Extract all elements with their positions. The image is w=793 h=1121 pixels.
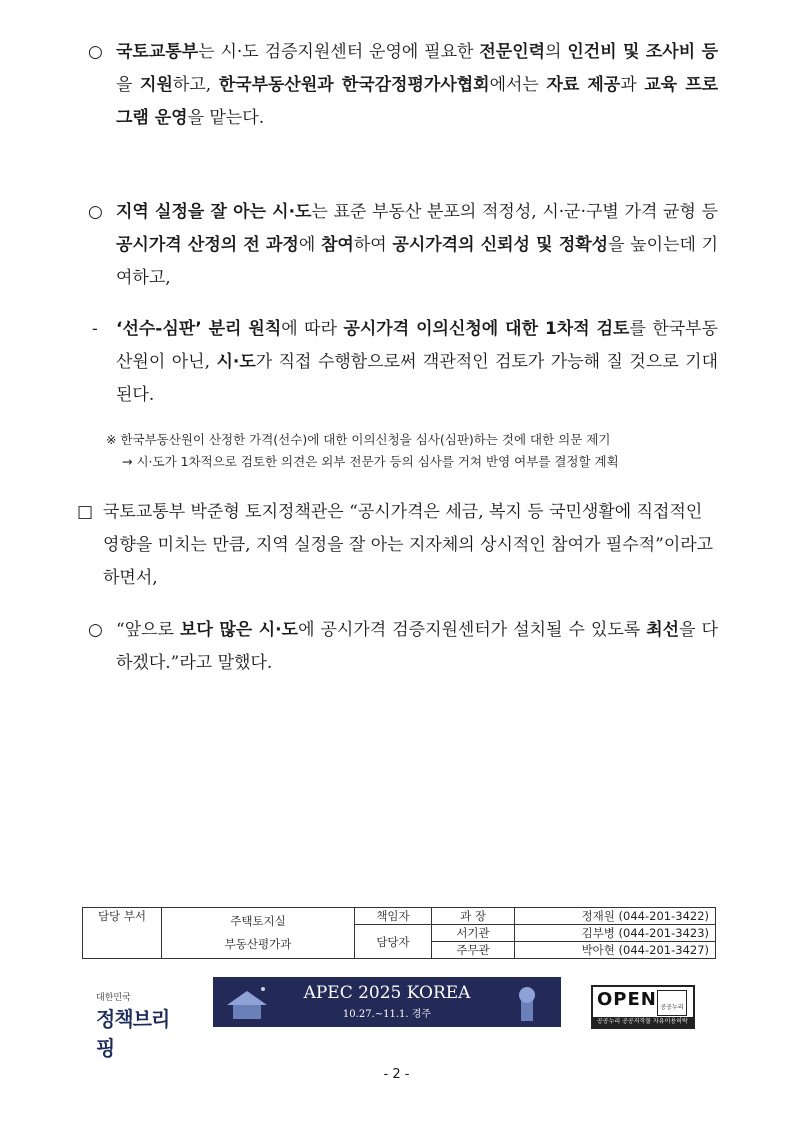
license-bar: 공공누리 공공저작물 자유이용허락 — [593, 1017, 693, 1027]
dept-line-2: 부동산평가과 — [224, 937, 292, 951]
text-run: 의 — [545, 42, 568, 62]
bold-text: 국토교통부 — [116, 42, 199, 62]
bullet: ○ — [88, 202, 103, 222]
person-cell: 박아현 (044-201-3427) — [515, 942, 716, 959]
contact-table — [82, 907, 716, 959]
sculpture-icon — [503, 983, 551, 1023]
text-run: 을 높이는데 기여하고, — [116, 235, 719, 288]
person-cell: 정재원 (044-201-3422) — [515, 908, 716, 925]
bold-text: 지역 실정을 잘 아는 시·도 — [116, 202, 312, 222]
paragraph-3 — [92, 313, 718, 413]
bullet: - — [92, 319, 98, 339]
person-cell: 김부병 (044-201-3423) — [515, 925, 716, 942]
bold-text: 지원 — [140, 75, 173, 95]
bold-text: 공시가격 이의신청에 대한 1차적 검토 — [343, 319, 630, 339]
open-license-mark — [591, 985, 695, 1029]
text-run: 하고, — [172, 75, 219, 95]
text-run: 을 맡는다. — [187, 108, 265, 128]
paragraph-body — [116, 313, 718, 412]
footnote-line-1: ※ 한국부동산원이 산정한 가격(선수)에 대한 이의신청을 심사(심판)하는 것에 대한 의문 제기 — [106, 432, 611, 447]
bold-text: 전문인력 — [479, 42, 546, 62]
role-cell: 서기관 — [432, 925, 515, 942]
text-run: 에 — [298, 235, 321, 255]
section-box-bullet: □ — [77, 502, 94, 522]
text-run: 를 한국부동산원이 아닌, — [116, 319, 719, 372]
text-run: 에 따라 — [281, 319, 344, 339]
bold-text: 인건비 및 조사비 등 — [567, 42, 718, 62]
text-run: “앞으로 — [116, 620, 180, 640]
bold-text: 참여 — [320, 235, 354, 255]
bold-text: 공시가격 — [357, 502, 424, 522]
bold-text: 국토교통부 박준형 토지정책관 — [103, 502, 328, 522]
footnote — [106, 429, 726, 473]
bold-text: 공시가격의 신뢰성 및 정확성 — [392, 235, 609, 255]
text-run: 은 “ — [327, 502, 358, 522]
text-run: 을 — [116, 75, 141, 95]
bold-text: 공시가격 산정의 전 과정 — [116, 235, 299, 255]
open-word: OPEN — [597, 989, 657, 1010]
bullet: ○ — [88, 620, 103, 640]
paragraph-body — [103, 496, 717, 595]
bold-text: 한국부동산원과 한국감정평가사협회 — [218, 75, 490, 95]
text-run: 가 필수적”이라고 하면서, — [103, 535, 714, 588]
license-type-icon: 공공누리 — [657, 990, 687, 1016]
apec-banner — [213, 977, 561, 1027]
role-cell: 과 장 — [432, 908, 515, 925]
bold-text: 지역 실정을 잘 아는 지자체의 상시적인 참여 — [256, 535, 585, 555]
text-run: 는 표준 부동산 분포의 적정성, 시·군·구별 가격 균형 등 — [311, 202, 718, 222]
bold-text: ‘선수-심판’ 분리 원칙 — [116, 319, 282, 339]
banner-title: APEC 2025 KOREA — [303, 983, 471, 1003]
page-number: - 2 - — [383, 1067, 410, 1082]
text-run: 과 — [620, 75, 645, 95]
policy-briefing-logo — [96, 990, 182, 1060]
dept-label: 담당 부서 — [83, 908, 162, 959]
bold-text: 최선 — [646, 620, 680, 640]
logo-small-text: 대한민국 — [96, 993, 131, 1003]
bold-text: 교육 프로그램 운영 — [116, 75, 719, 128]
text-run: 는 시·도 검증지원센터 운영에 필요한 — [198, 42, 480, 62]
text-run: 은 세금, 복지 등 국민생활에 직접적인 영향을 미치는 만큼, — [103, 502, 703, 555]
paragraph-2 — [88, 196, 718, 296]
bullet: ○ — [88, 42, 103, 62]
footnote-line-2: → 시·도가 1차적으로 검토한 의견은 외부 전문가 등의 심사를 거쳐 반영 여부를 결정할 계획 — [122, 454, 619, 469]
banner-dates: 10.27.~11.1. 경주 — [342, 1009, 432, 1020]
text-run: 하여 — [353, 235, 393, 255]
paragraph-4 — [88, 614, 718, 684]
role-cell: 주무관 — [432, 942, 515, 959]
text-run: 가 직접 수행함으로써 객관적인 검토가 가능해 질 것으로 기대된다. — [116, 352, 718, 405]
text-run: 을 다하겠다.”라고 말했다. — [116, 620, 718, 673]
temple-icon — [223, 983, 271, 1023]
paragraph-body — [116, 36, 718, 135]
staff-label: 담당자 — [355, 925, 432, 959]
dept-line-1: 주택토지실 — [230, 914, 286, 928]
text-run: 에서는 — [489, 75, 547, 95]
paragraph-1 — [88, 36, 718, 168]
text-run: 에 공시가격 검증지원센터가 설치될 수 있도록 — [298, 620, 647, 640]
bold-text: 보다 많은 시·도 — [179, 620, 299, 640]
bold-text: 시·도 — [216, 352, 256, 372]
paragraph-body — [116, 196, 718, 295]
bold-text: 자료 제공 — [546, 75, 621, 95]
logo-big-text: 정책브리핑 — [96, 1007, 170, 1060]
paragraph-body — [116, 614, 718, 680]
dept-name — [162, 908, 355, 959]
responsible-label: 책임자 — [355, 908, 432, 925]
